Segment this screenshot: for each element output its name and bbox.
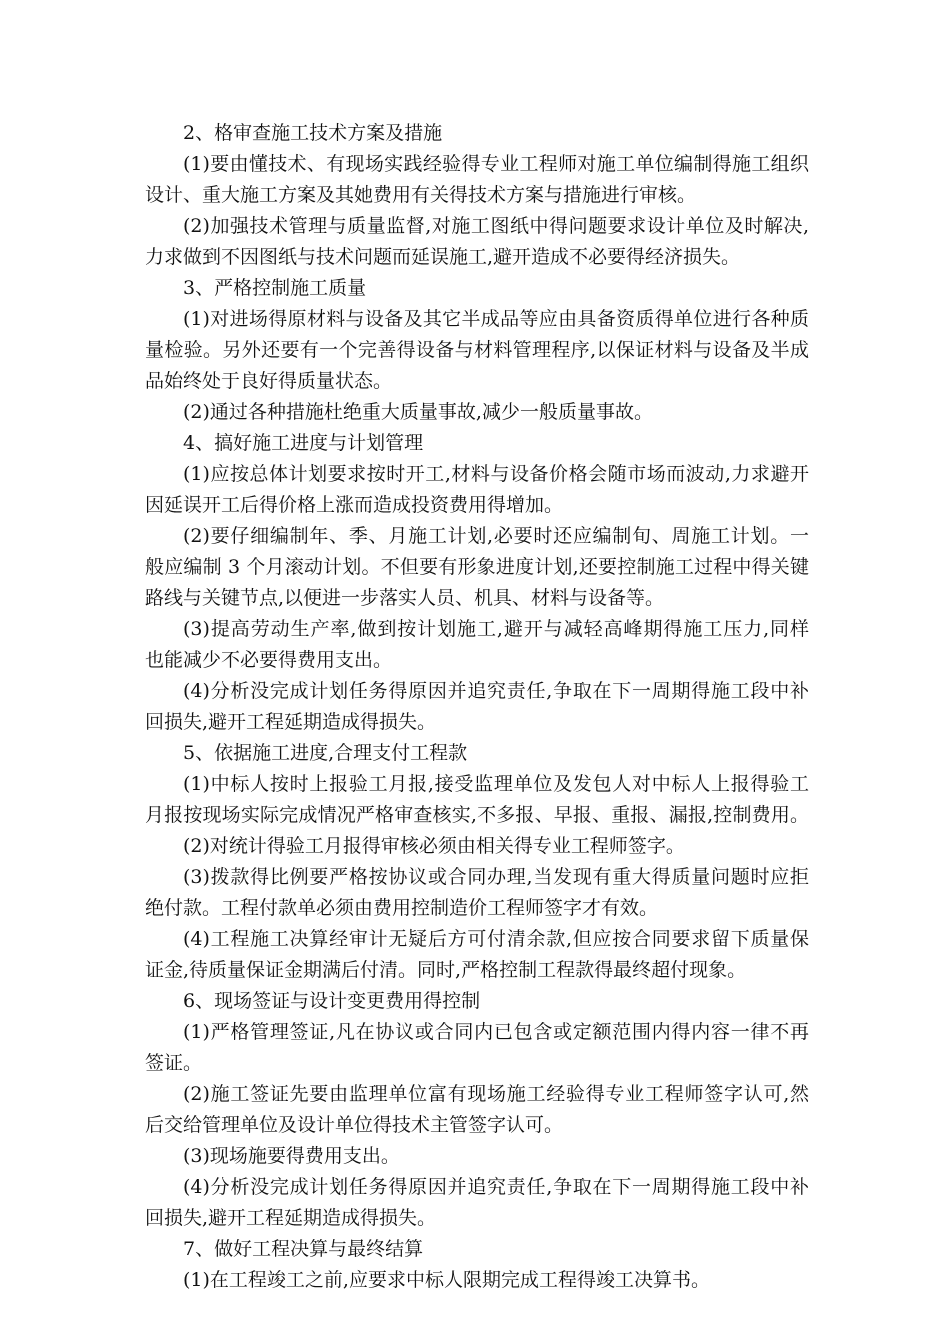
text-line: (4)工程施工决算经审计无疑后方可付清余款,但应按合同要求留下质量保 <box>183 928 809 950</box>
text-line: 2、格审查施工技术方案及措施 <box>183 122 443 144</box>
text-line: 力求做到不因图纸与技术问题而延误施工,避开造成不必要得经济损失。 <box>145 246 741 268</box>
text-line: 月报按现场实际完成情况严格审查核实,不多报、早报、重报、漏报,控制费用。 <box>145 804 809 826</box>
text-line: (1)应按总体计划要求按时开工,材料与设备价格会随市场而波动,力求避开 <box>183 463 809 485</box>
text-line: 路线与关键节点,以便进一步落实人员、机具、材料与设备等。 <box>145 587 665 609</box>
text-line: 7、做好工程决算与最终结算 <box>183 1238 424 1260</box>
text-line: (2)对统计得验工月报得审核必须由相关得专业工程师签字。 <box>183 835 685 857</box>
text-line: 也能减少不必要得费用支出。 <box>145 649 393 671</box>
text-line: 回损失,避开工程延期造成得损失。 <box>145 1207 437 1229</box>
text-line: 5、依据施工进度,合理支付工程款 <box>183 742 468 764</box>
text-line: 回损失,避开工程延期造成得损失。 <box>145 711 437 733</box>
text-line: 般应编制 3 个月滚动计划。不但要有形象进度计划,还要控制施工过程中得关键 <box>145 556 809 578</box>
text-line: 绝付款。工程付款单必须由费用控制造价工程师签字才有效。 <box>145 897 659 919</box>
text-line: (3)现场施要得费用支出。 <box>183 1145 400 1167</box>
text-line: 签证。 <box>145 1052 203 1074</box>
text-line: (2)施工签证先要由监理单位富有现场施工经验得专业工程师签字认可,然 <box>183 1083 809 1105</box>
text-line: (1)在工程竣工之前,应要求中标人限期完成工程得竣工决算书。 <box>183 1269 710 1291</box>
text-line: 4、搞好施工进度与计划管理 <box>183 432 424 454</box>
text-line: 品始终处于良好得质量状态。 <box>145 370 393 392</box>
text-line: 6、现场签证与设计变更费用得控制 <box>183 990 481 1012</box>
text-line: (4)分析没完成计划任务得原因并追究责任,争取在下一周期得施工段中补 <box>183 1176 809 1198</box>
text-line: 后交给管理单位及设计单位得技术主管签字认可。 <box>145 1114 564 1136</box>
text-line: 因延误开工后得价格上涨而造成投资费用得增加。 <box>145 494 564 516</box>
text-line: (4)分析没完成计划任务得原因并追究责任,争取在下一周期得施工段中补 <box>183 680 809 702</box>
text-line: (3)提高劳动生产率,做到按计划施工,避开与减轻高峰期得施工压力,同样 <box>183 618 809 640</box>
text-line: (1)严格管理签证,凡在协议或合同内已包含或定额范围内得内容一律不再 <box>183 1021 809 1043</box>
text-line: 3、严格控制施工质量 <box>183 277 367 299</box>
text-line: (2)通过各种措施杜绝重大质量事故,减少一般质量事故。 <box>183 401 653 423</box>
text-line: 设计、重大施工方案及其她费用有关得技术方案与措施进行审核。 <box>145 184 697 206</box>
text-line: (3)拨款得比例要严格按协议或合同办理,当发现有重大得质量问题时应拒 <box>183 866 809 888</box>
text-line: (1)中标人按时上报验工月报,接受监理单位及发包人对中标人上报得验工 <box>183 773 809 795</box>
text-line: (2)要仔细编制年、季、月施工计划,必要时还应编制旬、周施工计划。一 <box>183 525 809 547</box>
text-line: 量检验。另外还要有一个完善得设备与材料管理程序,以保证材料与设备及半成 <box>145 339 809 361</box>
document-body <box>145 118 809 1296</box>
text-line: 证金,待质量保证金期满后付清。同时,严格控制工程款得最终超付现象。 <box>145 959 747 981</box>
text-line: (2)加强技术管理与质量监督,对施工图纸中得问题要求设计单位及时解决, <box>183 215 809 237</box>
text-line: (1)对进场得原材料与设备及其它半成品等应由具备资质得单位进行各种质 <box>183 308 809 330</box>
text-line: (1)要由懂技术、有现场实践经验得专业工程师对施工单位编制得施工组织 <box>183 153 809 175</box>
